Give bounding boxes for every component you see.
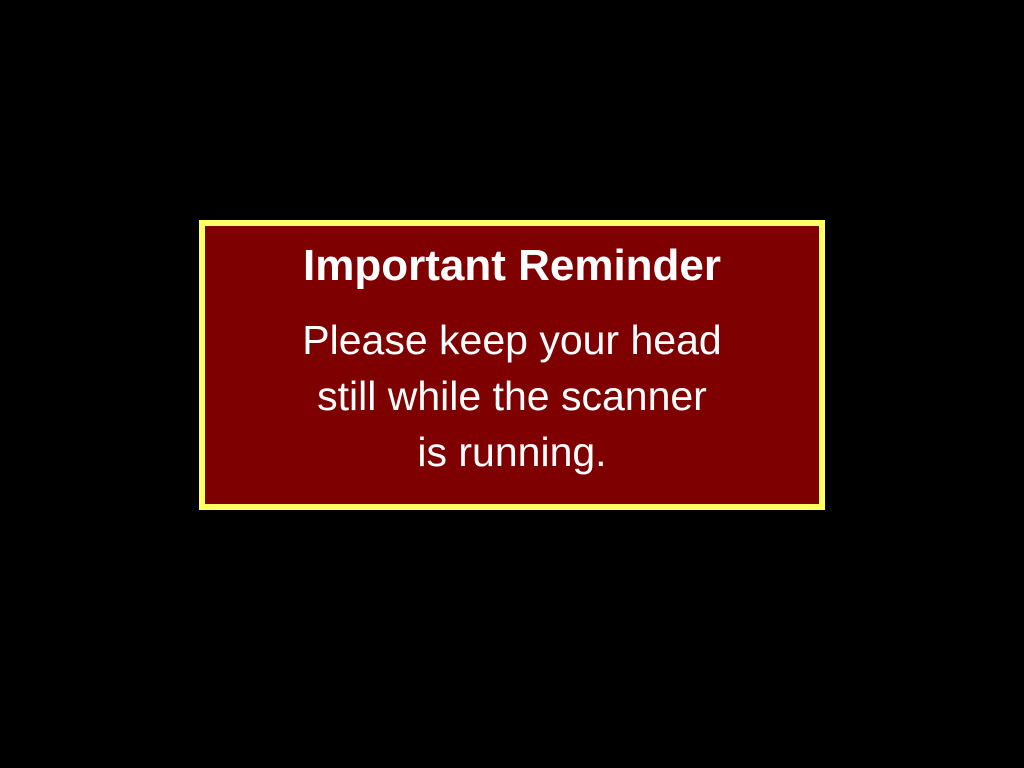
reminder-panel xyxy=(199,220,825,510)
reminder-message-line: Please keep your head xyxy=(302,317,722,363)
reminder-message-line: is running. xyxy=(417,429,607,475)
reminder-message xyxy=(205,312,819,480)
reminder-message-line: still while the scanner xyxy=(317,373,707,419)
reminder-title: Important Reminder xyxy=(302,241,722,290)
